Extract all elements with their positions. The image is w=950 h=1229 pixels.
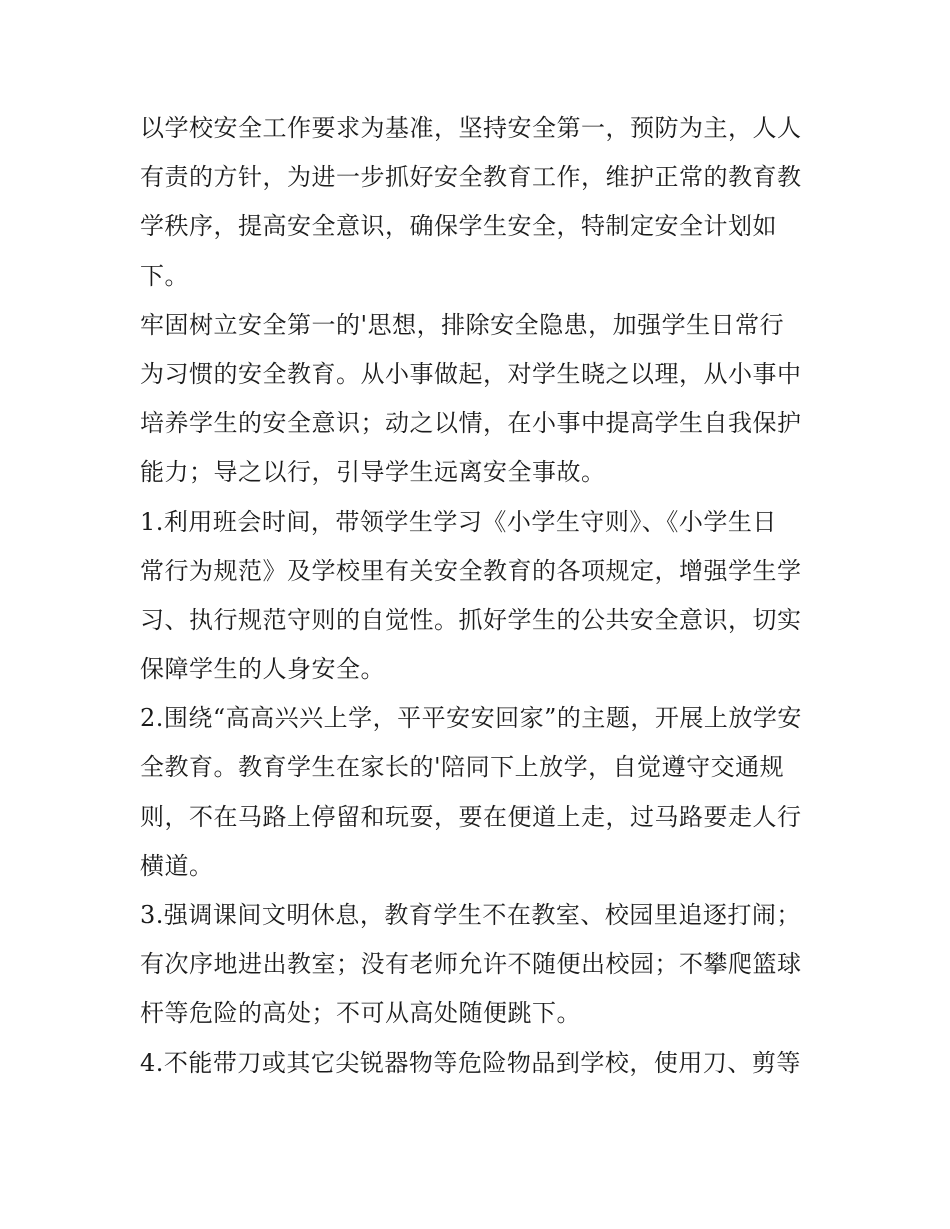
text-line: 3.强调课间文明休息，教育学生不在教室、校园里追逐打闹；	[140, 901, 801, 929]
paragraph-item-4	[140, 1039, 812, 1088]
text-line: 为习惯的安全教育。从小事做起，对学生晓之以理，从小事中	[140, 359, 802, 388]
text-line: 常行为规范》及学校里有关安全教育的各项规定，增强学生学	[140, 556, 802, 585]
text-line: 全教育。教育学生在家长的'陪同下上放学，自觉遵守交通规	[140, 753, 785, 782]
paragraph-item-3	[140, 891, 812, 1039]
text-line: 横道。	[140, 851, 214, 880]
text-line: 学秩序，提高安全意识，确保学生安全，特制定安全计划如	[140, 212, 777, 241]
paragraph-principle	[140, 301, 812, 498]
text-line: 以学校安全工作要求为基准，坚持安全第一，预防为主，人人	[140, 114, 802, 142]
text-line: 下。	[140, 261, 189, 290]
text-line: 则，不在马路上停留和玩耍，要在便道上走，过马路要走人行	[140, 802, 802, 831]
text-line: 牢固树立安全第一的'思想，排除安全隐患，加强学生日常行	[140, 310, 785, 339]
text-line: 习、执行规范守则的自觉性。抓好学生的公共安全意识，切实	[140, 605, 802, 634]
text-line: 有次序地进出教室；没有老师允许不随便出校园；不攀爬篮球	[140, 950, 802, 979]
document-body	[140, 104, 812, 1088]
text-line: 保障学生的人身安全。	[140, 655, 385, 684]
paragraph-item-2	[140, 694, 812, 891]
text-line: 1.利用班会时间，带领学生学习《小学生守则》、《小学生日	[140, 507, 777, 536]
paragraph-item-1	[140, 498, 812, 695]
text-line: 2.围绕“高高兴兴上学，平平安安回家”的主题，开展上放学安	[140, 704, 802, 733]
text-line: 4.不能带刀或其它尖锐器物等危险物品到学校，使用刀、剪等	[140, 1048, 801, 1077]
text-line: 能力；导之以行，引导学生远离安全事故。	[140, 458, 606, 487]
paragraph-intro	[140, 104, 812, 301]
text-line: 杆等危险的高处；不可从高处随便跳下。	[140, 999, 581, 1028]
text-line: 有责的方针，为进一步抓好安全教育工作，维护正常的教育教	[140, 163, 802, 192]
text-line: 培养学生的安全意识；动之以情，在小事中提高学生自我保护	[140, 409, 802, 438]
